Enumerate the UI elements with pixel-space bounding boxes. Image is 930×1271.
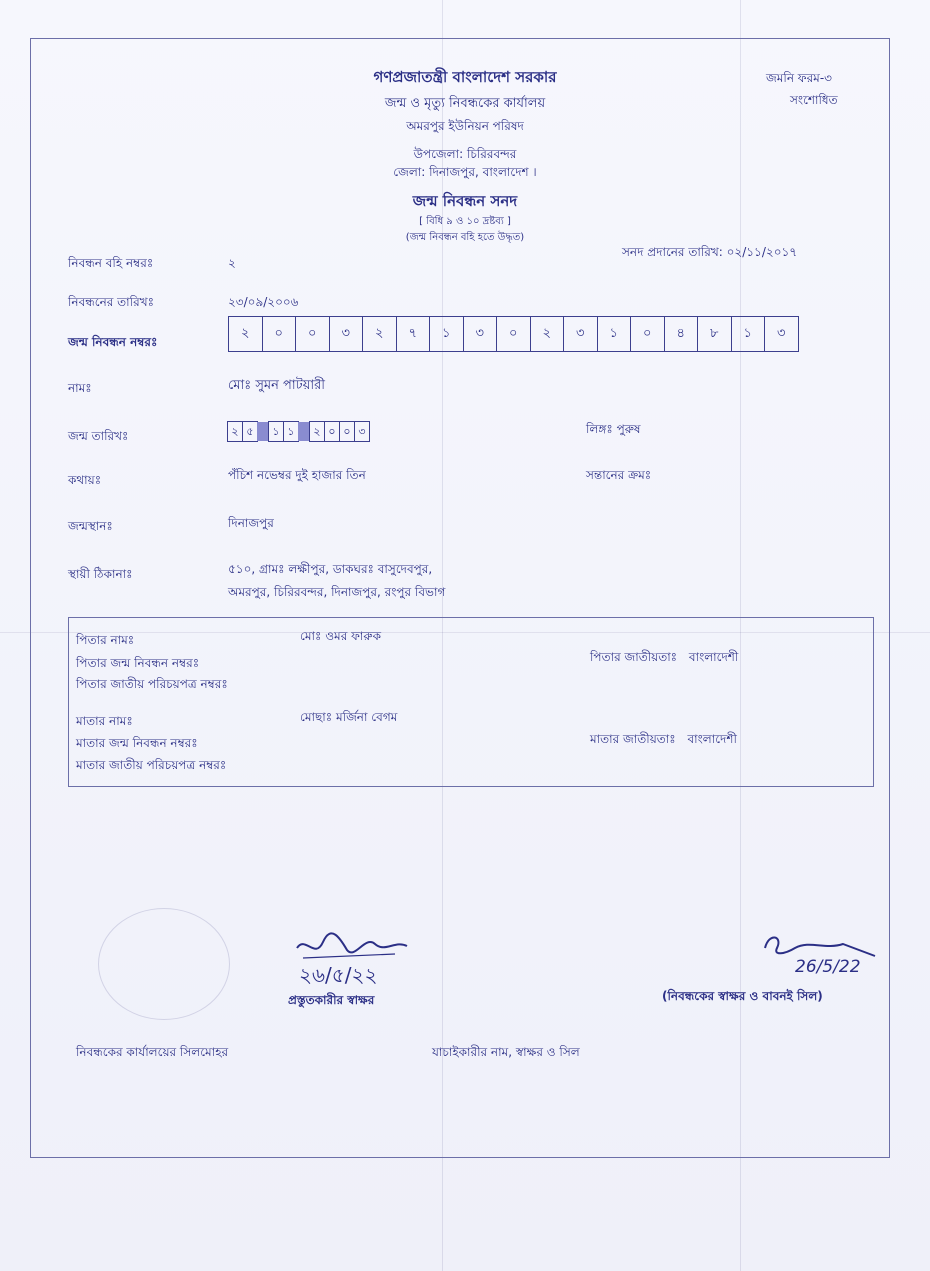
preparer-signature <box>285 930 415 990</box>
book-no-value: ২ <box>228 256 236 270</box>
mother-nid-label: মাতার জাতীয় পরিচয়পত্র নম্বরঃ <box>76 758 227 772</box>
upazila-line: উপজেলা: চিরিরবন্দর <box>413 147 517 161</box>
reg-no-digit: ৩ <box>330 317 364 351</box>
office-heading: জন্ম ও মৃত্যু নিবন্ধকের কার্যালয় <box>384 96 546 111</box>
father-name-label: পিতার নামঃ <box>76 633 135 647</box>
issue-date-row <box>622 244 797 264</box>
reg-no-digit: ৮ <box>698 317 732 351</box>
reg-no-digit: ১ <box>732 317 766 351</box>
certificate-title: জন্ম নিবন্ধন সনদ <box>412 192 518 210</box>
father-nid-label: পিতার জাতীয় পরিচয়পত্র নম্বরঃ <box>76 677 228 691</box>
preparer-signature-date: ২৬/৫/২২ <box>299 963 378 987</box>
dob-digit: ২ <box>227 421 243 442</box>
gender-row <box>586 421 641 441</box>
govt-heading: গণপ্রজাতন্ত্রী বাংলাদেশ সরকার <box>373 68 557 86</box>
reg-no-label: জন্ম নিবন্ধন নম্বরঃ <box>68 335 158 349</box>
reg-no-digit: ২ <box>363 317 397 351</box>
name-label: নামঃ <box>68 381 92 395</box>
reg-no-digit: ৪ <box>665 317 699 351</box>
issue-date-value: ০২/১১/২০১৭ <box>726 245 798 259</box>
reg-no-digit: ০ <box>263 317 297 351</box>
reg-no-digit: ০ <box>296 317 330 351</box>
reg-date-label: নিবন্ধনের তারিখঃ <box>68 295 154 309</box>
dob-boxes <box>228 421 370 442</box>
birthplace-value: দিনাজপুর <box>228 516 274 530</box>
reg-no-digit: ৩ <box>564 317 598 351</box>
reg-no-digit: ১ <box>598 317 632 351</box>
gender-label: লিঙ্গঃ <box>586 422 613 436</box>
registrar-signature <box>755 926 885 986</box>
father-nationality-value: বাংলাদেশী <box>688 650 739 664</box>
reg-no-boxes <box>228 316 799 352</box>
birthplace-label: জন্মস্থানঃ <box>68 519 113 533</box>
in-words-label: কথায়ঃ <box>68 473 102 487</box>
source-note: (জন্ম নিবন্ধন বহি হতে উদ্ধৃত) <box>405 232 525 243</box>
issue-date-label: সনদ প্রদানের তারিখ: <box>622 245 723 259</box>
father-nationality-label: পিতার জাতীয়তাঃ <box>590 650 678 664</box>
mother-nationality-row <box>590 731 737 751</box>
form-number: জমনি ফরম-৩ <box>766 71 832 85</box>
name-value: মোঃ সুমন পাটয়ারী <box>228 378 325 393</box>
gender-value: পুরুষ <box>616 422 641 436</box>
book-no-label: নিবন্ধন বহি নম্বরঃ <box>68 256 154 270</box>
reg-no-digit: ১ <box>430 317 464 351</box>
reg-no-digit: ০ <box>497 317 531 351</box>
registrar-label: (নিবন্ধকের স্বাক্ষর ও বাবনই সিল) <box>662 989 823 1003</box>
reg-no-digit: ০ <box>631 317 665 351</box>
reg-no-digit: ২ <box>531 317 565 351</box>
mother-nationality-label: মাতার জাতীয়তাঃ <box>590 732 676 746</box>
rule-reference: [ বিধি ৯ ও ১০ দ্রষ্টব্য ] <box>419 216 511 227</box>
dob-digit: ০ <box>339 421 355 442</box>
office-seal-label: নিবন্ধকের কার্যালয়ের সিলমোহর <box>76 1045 229 1059</box>
address-label: স্থায়ী ঠিকানাঃ <box>68 567 133 581</box>
preparer-label: প্রস্তুতকারীর স্বাক্ষর <box>288 993 375 1007</box>
father-brn-label: পিতার জন্ম নিবন্ধন নম্বরঃ <box>76 656 200 670</box>
verifier-label: যাচাইকারীর নাম, স্বাক্ষর ও সিল <box>432 1045 580 1059</box>
father-nationality-row <box>590 649 738 669</box>
father-name-value: মোঃ ওমর ফারুক <box>300 629 381 643</box>
mother-nationality-value: বাংলাদেশী <box>687 732 737 746</box>
child-order-label: সন্তানের ক্রমঃ <box>586 468 652 482</box>
mother-name-label: মাতার নামঃ <box>76 714 133 728</box>
address-line1: ৫১০, গ্রামঃ লক্ষীপুর, ডাকঘরঃ বাসুদেবপুর, <box>228 562 433 576</box>
reg-date-value: ২৩/০৯/২০০৬ <box>228 295 299 309</box>
dob-digit: ৫ <box>242 421 258 442</box>
address-line2: অমরপুর, চিরিরবন্দর, দিনাজপুর, রংপুর বিভাগ <box>228 585 446 599</box>
reg-no-digit: ৭ <box>397 317 431 351</box>
mother-brn-label: মাতার জন্ম নিবন্ধন নম্বরঃ <box>76 736 198 750</box>
in-words-value: পঁচিশ নভেম্বর দুই হাজার তিন <box>228 468 366 482</box>
revised-label: সংশোধিত <box>790 93 838 107</box>
faint-seal-stamp <box>98 908 230 1020</box>
registrar-signature-date: 26/5/22 <box>795 957 861 977</box>
reg-no-digit: ২ <box>229 317 263 351</box>
dob-digit: ৩ <box>354 421 370 442</box>
dob-label: জন্ম তারিখঃ <box>68 429 129 443</box>
dob-digit: ০ <box>324 421 340 442</box>
reg-no-digit: ৩ <box>777 326 786 341</box>
union-heading: অমরপুর ইউনিয়ন পরিষদ <box>406 119 524 133</box>
reg-no-digit: ৩ <box>464 317 498 351</box>
dob-digit: ২ <box>309 421 325 442</box>
district-line: জেলা: দিনাজপুর, বাংলাদেশ । <box>393 165 537 179</box>
dob-digit: ১ <box>268 421 284 442</box>
dob-digit: ১ <box>283 421 299 442</box>
mother-name-value: মোছাঃ মর্জিনা বেগম <box>300 710 398 724</box>
